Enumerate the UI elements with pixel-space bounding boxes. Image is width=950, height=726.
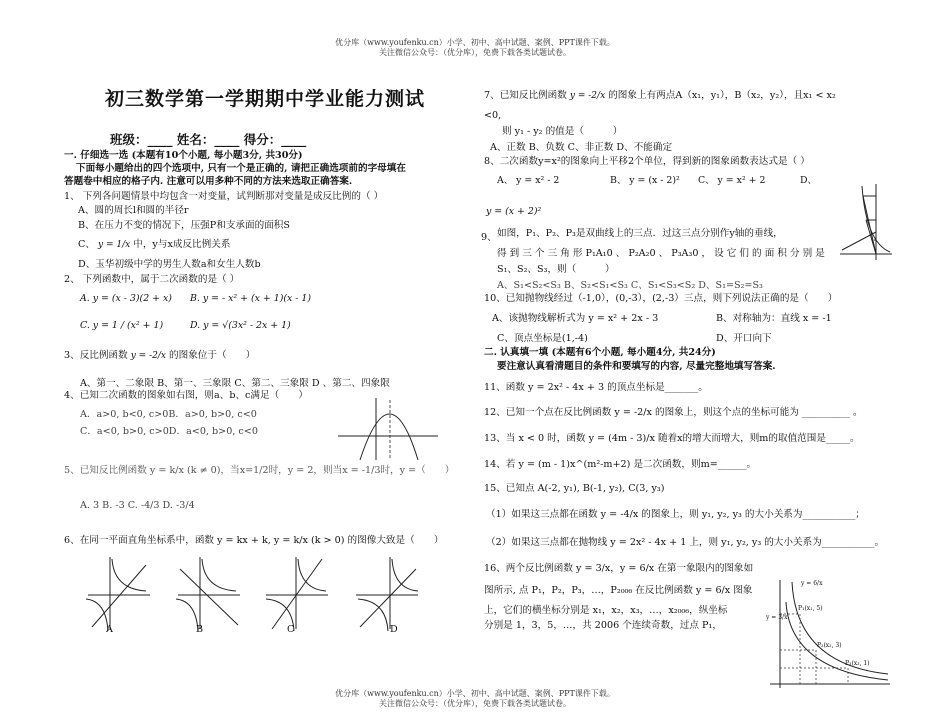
q15-stem: 15、已知点 A(-2, y₁), B(-1, y₂), C(3, y₃) [484, 483, 665, 494]
q4-options-row2: C．a<0, b>0, c>0D．a<0, b>0, c<0 [80, 426, 258, 437]
q3-stem-pre: 3、反比例函数 [64, 350, 128, 361]
q7-stem-mid: 的图象上有两点A（x₁，y₁），B（x₂，y₂），且x₁ < x₂ [608, 90, 836, 101]
q5-options: A. 3 B. -3 C. -4/3 D. -3/4 [80, 500, 195, 511]
q7-formula: y = -2/x [569, 91, 606, 101]
q8-option-b: B、 y = (x - 2)² [610, 175, 680, 186]
q8-option-a: A、 y = x² - 2 [497, 175, 560, 186]
q9-line2: 得 到 三 个 三 角 形 P₁A₁0 、 P₂A₂0 、 P₃A₃0 ， 设 它 们 的 面 积 分 别 是 [497, 248, 825, 259]
q4-parabola-curve [360, 414, 418, 460]
q9-hyperbola-figure [836, 182, 894, 260]
section1-instruction-2: 答题卷中相应的格子内. 注意可以用多种不同的方法来选取正确答案. [64, 176, 353, 187]
q1-option-b: B、在压力不变的情况下，压强P和支承面的面积S [78, 220, 290, 231]
q10-option-b: B、对称轴为：直线 x = -1 [716, 313, 832, 324]
q10-option-a: A、该抛物线解析式为 y = x² + 2x - 3 [492, 313, 659, 324]
section2-heading: 二. 认真填一填 (本题有6个小题, 每小题4分, 共24分) [484, 347, 716, 358]
q8-stem: 8、二次函数y=x²的图象向上平移2个单位，得到新的图象函数表达式是（ ） [484, 156, 810, 167]
q1-option-c [78, 239, 230, 251]
q12-text: 12、已知一个点在反比例函数 y = -2/x 的图象上，则这个点的坐标可能为 __________ 。 [484, 407, 863, 418]
class-name-score-line: 班级：____ 姓名：____ 得分：____ [110, 132, 307, 147]
q16-label-p2: P₂(x₂, 3) [817, 642, 842, 649]
q16-label-p3: P₃(x₃, 1) [845, 660, 870, 667]
q1-option-d: D、玉华初级中学的男生人数a和女生人数b [78, 259, 261, 270]
q16-line1: 16、两个反比例函数 y = 3/x，y = 6/x 在第一象限内的图象如 [484, 563, 754, 574]
q15-part2: （2）如果这三点都在抛物线 y = 2x² - 4x + 1 上，则 y₁, y₂, y₃ 的大小关系为___________。 [486, 537, 885, 548]
q14-text: 14、若 y = (m - 1)x^(m²-m+2) 是二次函数，则m=______。 [484, 459, 757, 470]
q2-option-c: C. y = 1 / (x² + 1) [80, 320, 164, 331]
q2-stem: 2、 下列函数中，属于二次函数的是（ ） [64, 274, 240, 285]
q1-option-a: A、圆的周长l和圆的半径r [78, 205, 189, 216]
q7-stem-pre: 7、已知反比例函数 [484, 90, 567, 101]
q16-line3: 上，它们的横坐标分别是 x₁，x₂，x₃，…，x₂₀₀₆，纵坐标 [484, 605, 728, 616]
q1-option-c-formula: y = 1/x [98, 240, 131, 250]
q16-curve-y6 [792, 582, 888, 674]
q10-stem: 10、已知抛物线经过（-1,0），(0,-3），(2,-3）三点，则下列说法正确的是（ ） [484, 293, 838, 304]
q9-line3: S₁、S₂、S₃，则（ ） [497, 264, 615, 275]
section1-heading: 一. 仔细选一选 (本题有10个小题, 每小题3分, 共30分) [64, 150, 303, 161]
q11-text: 11、函数 y = 2x² - 4x + 3 的顶点坐标是_______。 [484, 382, 708, 393]
q4-options-row1: A．a>0, b<0, c>0B．a>0, b>0, c<0 [80, 409, 257, 420]
q16-label-y6: y = 6/x [801, 580, 823, 587]
q6-stem: 6、在同一平面直角坐标系中，函数 y = kx + k, y = k/x (k > 0) 的图像大致是（ ） [64, 535, 444, 546]
q3-formula: y = -2/x [130, 351, 166, 361]
q7-stem [484, 90, 836, 102]
q6-label-b: B [196, 624, 204, 635]
q6-graph-options [88, 555, 438, 637]
q2-option-a: A. y = (x - 3)(2 + x) [80, 293, 172, 304]
q2-option-b: B. y = - x² + (x + 1)(x - 1) [190, 293, 312, 304]
q16-line4: 分别是 1，3，5，…，共 2006 个连续奇数，过点 P₁， [484, 620, 722, 631]
q13-text: 13、当 x < 0 时，函数 y = (4m - 3)/x 随着x的增大而增大，则m的取值范围是_____。 [484, 433, 860, 444]
q3-stem [64, 350, 255, 362]
footer-line-2: 关注微信公众号：（优分库），免费下载各类试题试卷。 [379, 699, 571, 708]
page-title: 初三数学第一学期期中学业能力测试 [105, 88, 426, 110]
q3-options: A、第一、二象限 B、第一、三象限 C、第二、三象限 D 、第二、四象限 [80, 378, 390, 389]
q9-line1: 如图，P₁、P₂、P₃是双曲线上的三点．过这三点分别作y轴的垂线， [497, 228, 783, 239]
q6-graph-d [356, 557, 418, 631]
q6-label-d: D [390, 624, 398, 635]
q9-options: A、S₁<S₂<S₃ B、S₂<S₁<S₃ C、S₁<S₃<S₂ D、S₁=S₂=S₃ [497, 280, 763, 291]
q1-stem: 1、 下列各问题情景中均包含一对变量，试判断那对变量是成反比例的（ ） [64, 191, 384, 202]
footer-line-1: 优分库（www.youfenku.cn）小学、初中、高中试题、案例、PPT课件下载。 [335, 689, 615, 698]
q8-option-d: D、 [800, 175, 817, 186]
page-header [0, 38, 950, 58]
q7-condition: <0, [484, 110, 502, 121]
q16-label-y3: y = 3/x [766, 614, 788, 621]
q10-option-d: D、开口向下 [716, 333, 772, 344]
q9-number: 9、 [481, 232, 497, 243]
q4-parabola-figure [338, 398, 438, 460]
q7-options: A、正数 B、负数 C、非正数 D、不能确定 [490, 142, 673, 153]
q6-label-c: C [287, 624, 295, 635]
q2-option-d: D. y = √(3x² - 2x + 1) [190, 320, 291, 331]
q1-option-c-text: 中，y与x成反比例关系 [133, 239, 231, 250]
header-line-1: 优分库（www.youfenku.cn）小学、初中、高中试题、案例、PPT课件下载。 [335, 38, 615, 47]
q8-option-c: C、 y = x² + 2 [698, 175, 766, 186]
q1-option-c-label: C、 [78, 239, 95, 250]
q7-then: 则 y₁ - y₂ 的值是（ ） [502, 126, 623, 137]
page-footer [0, 689, 950, 709]
q16-figure [766, 578, 894, 690]
q6-graph-a [86, 557, 150, 631]
q15-part1: （1）如果这三点都在函数 y = -4/x 的图象上，则 y₁, y₂, y₃ 的大小关系为___________； [486, 509, 865, 520]
q6-label-a: A [106, 624, 113, 635]
q4-stem: 4、已知二次函数的图象如右图，则a、b、c满足（ ） [64, 390, 308, 401]
q16-line2: 图所示, 点 P₁，P₂，P₃，…，P₂₀₀₆ 在反比例函数 y = 6/x 图象 [484, 585, 753, 596]
q3-stem-post: 的图象位于（ ） [169, 350, 256, 361]
q6-graph-c [266, 557, 328, 631]
q6-graph-b [176, 557, 240, 631]
q10-option-c: C、顶点坐标是(1,-4) [497, 333, 588, 344]
section1-instruction-1: 下面每小题给出的四个选项中, 只有一个是正确的, 请把正确选项前的字母填在 [76, 163, 406, 174]
q16-label-p1: P₁(x₁, 5) [798, 605, 823, 612]
q8-option-d-formula: y = (x + 2)² [486, 206, 542, 217]
q5-stem: 5、已知反比例函数 y = k/x (k ≠ 0)，当x=1/2时，y = 2，则当x = -1/3时，y =（ ） [64, 465, 455, 476]
section2-instruction: 要注意认真看清题目的条件和要填写的内容, 尽量完整地填写答案. [497, 361, 776, 372]
header-line-2: 关注微信公众号：（优分库），免费下载各类试题试卷。 [379, 48, 571, 57]
